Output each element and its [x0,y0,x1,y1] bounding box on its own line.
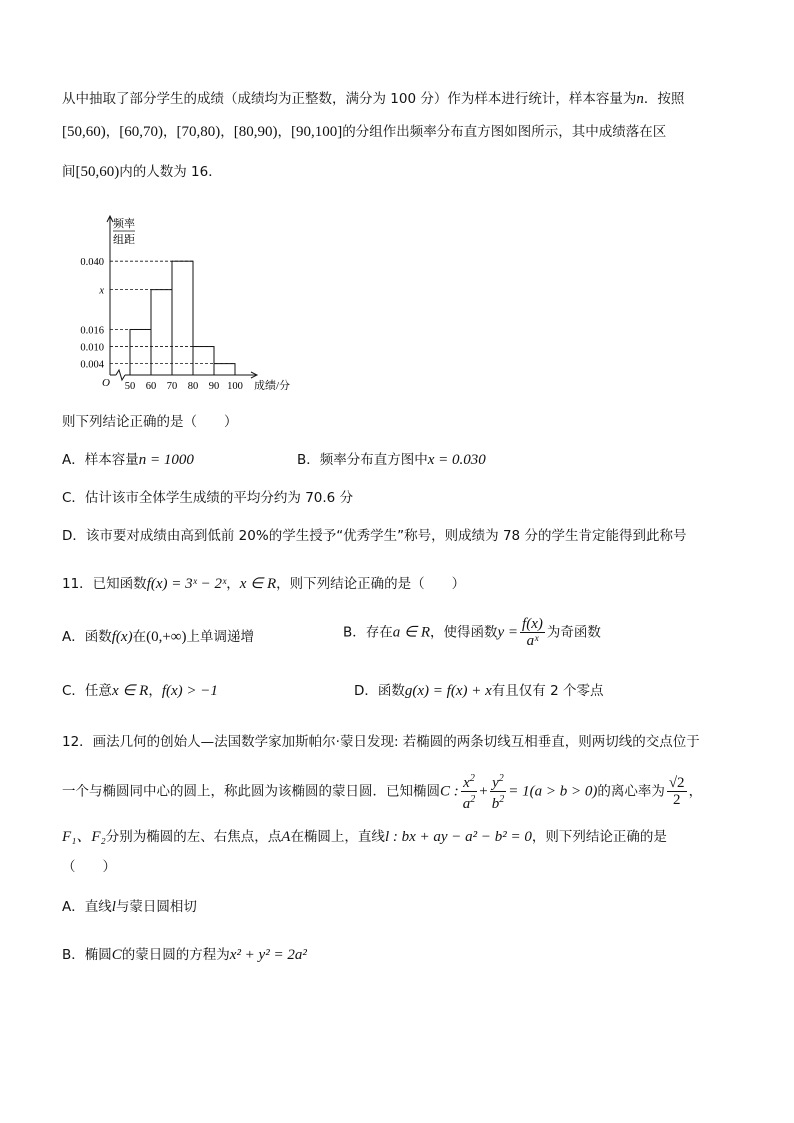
q11-option-d [354,680,603,702]
q12-option-a [62,896,197,918]
option-label: C．任意 [62,683,112,699]
frequency-histogram [62,208,312,390]
option-label: B．频率分布直方图中 [297,452,428,468]
x-tick-label: 90 [208,381,220,390]
option-label: A．函数 [62,629,112,645]
eccentricity-fraction [667,775,687,808]
q10-stem-line2 [62,121,666,143]
x-tick-label: 100 [227,381,243,390]
ellipse-equation-tail: = 1(a > b > 0) [508,783,598,800]
option-label: A．样本容量 [62,452,139,468]
option-label: A．直线 [62,899,112,915]
y-tick-label: 0.016 [80,325,104,337]
separator: ， [277,124,291,140]
fraction-x2-a2: $\frac{x^2}{a^2}$ [462,773,476,812]
option-label: D．函数 [354,683,405,699]
q11-text: ，则下列结论正确的是（ ） [276,576,466,592]
option-text: 与蒙日圆相切 [115,899,197,915]
q10-stem-line3 [62,161,222,183]
fraction-numerator: √2 [668,775,685,791]
separator: ， [220,124,234,140]
option-text: 在 [132,629,147,645]
q10-var-n: n [636,91,644,107]
option-math: x = 0.030 [427,452,486,468]
separator: ， [688,783,703,800]
separator: ， [148,683,162,699]
line-l-equation: l : bx + ay − a² − b² = 0 [384,829,532,845]
interval-1-ref: [50,60) [75,164,120,180]
q11-option-a [62,626,254,648]
option-math: a ∈ R [392,624,430,641]
q12-text: ，则下列结论正确的是 [531,829,667,845]
q10-text: 的分组作出频率分布直方图如图所示，其中成绩落在区 [342,124,667,140]
fraction [520,616,545,649]
q10-option-a [62,449,194,471]
y-tick-label: 0.004 [80,359,104,371]
x-axis-label: 成绩/分 [254,380,291,390]
option-math: n = 1000 [138,452,194,468]
separator: ， [226,576,240,592]
option-math: y = [497,624,519,641]
q12-stem-line1: 12．画法几何的创始人—法国数学家加斯帕尔·蒙日发现: 若椭圆的两条切线互相垂直，则两切线的交点位于 [62,734,700,750]
option-math: (0,+∞) [146,629,187,645]
q12-stem-line2: 一个与椭圆同中心的圆上，称此圆为该椭圆的蒙日圆．已知椭圆C : $\frac{x^2}{a^2}$ + $\frac{y^2}{b^2}$ = 1(a > b > 0)的离心率为 $\frac{√2}{2}$ ， [62,773,703,812]
q10-option-d: D．该市要对成绩由高到低前 20%的学生授予“优秀学生”称号，则成绩为 78 分的学生肯定能得到此称号 [62,528,687,544]
origin-label: O [102,377,110,389]
option-math: l [111,899,116,915]
histogram-bar [151,290,172,375]
x-tick-label: 70 [166,381,178,390]
option-text: 有且仅有 2 个零点 [491,683,604,699]
q12-option-b [62,944,307,966]
y-tick-label: 0.010 [80,342,104,354]
option-text: 的蒙日圆的方程为 [121,947,230,963]
q10-text: 从中抽取了部分学生的成绩（成绩均为正整数，满分为 100 分）作为样本进行统计，样本容量为 [62,91,637,107]
ellipse-name: C : [440,783,459,800]
fraction-numerator: f(x) [522,616,543,632]
option-label: B．椭圆 [62,947,112,963]
q11-option-b [343,616,601,649]
q12-text: 一个与椭圆同中心的圆上，称此圆为该椭圆的蒙日圆．已知椭圆 [62,783,440,800]
q12-text: 分别为椭圆的左、右焦点，点 [105,829,282,845]
q10-question: 则下列结论正确的是（ ） [62,414,238,430]
histogram-bar [172,261,193,375]
q10-option-b [297,449,486,471]
q11-function: f(x) = 3ˣ − 2ˣ [146,576,227,592]
fraction-denominator: 2 [672,792,681,808]
foci-labels: F₁、F₂ [62,829,106,845]
separator: ， [163,124,177,140]
q12-stem-line3 [62,826,667,848]
option-math: f(x) > −1 [161,683,218,699]
option-text: 为奇函数 [546,624,601,641]
histogram-bar [130,329,151,375]
q10-stem-line1 [62,88,684,110]
q11-domain: x ∈ R [239,576,277,592]
q10-text: ．按照 [643,91,685,107]
option-math: x ∈ R [111,683,149,699]
x-tick-label: 50 [124,381,136,390]
y-tick-label: x [99,285,104,297]
point-a: A [281,829,291,845]
interval-4: [80,90) [233,124,278,140]
q12-answer-parens: （ ） [62,859,116,875]
y-axis-label-denominator: 组距 [113,234,135,246]
option-text: ，使得函数 [430,624,498,641]
x-tick-label: 80 [187,381,199,390]
histogram-bar [193,347,214,375]
q11-stem [62,573,465,595]
q12-text: 的离心率为 [597,783,665,800]
separator: ， [105,124,120,140]
q11-text: 11．已知函数 [62,576,147,592]
q10-text: 内的人数为 16． [119,164,222,180]
option-math: f(x) [111,629,133,645]
option-math: C [111,947,122,963]
fraction-denominator: aˣ [526,633,539,649]
fraction-y2-b2: $\frac{y^2}{b^2}$ [491,773,505,812]
interval-5: [90,100] [291,124,343,140]
y-axis-label-numerator: 频率 [113,218,135,230]
interval-2: [60,70) [119,124,163,140]
y-tick-label: 0.040 [80,257,104,269]
q11-option-c [62,680,218,702]
q10-option-c: C．估计该市全体学生成绩的平均分约为 70.6 分 [62,490,354,506]
axis-break [116,370,125,380]
q12-text: 在椭圆上，直线 [290,829,385,845]
option-label: B．存在 [343,624,393,641]
x-tick-label: 60 [145,381,157,390]
option-math: g(x) = f(x) + x [404,683,492,699]
option-math: x² + y² = 2a² [229,947,307,963]
histogram-bar [214,364,235,375]
interval-1: [50,60) [62,124,106,140]
option-text: 上单调递增 [186,629,254,645]
interval-3: [70,80) [176,124,221,140]
q10-text: 间 [62,164,76,180]
